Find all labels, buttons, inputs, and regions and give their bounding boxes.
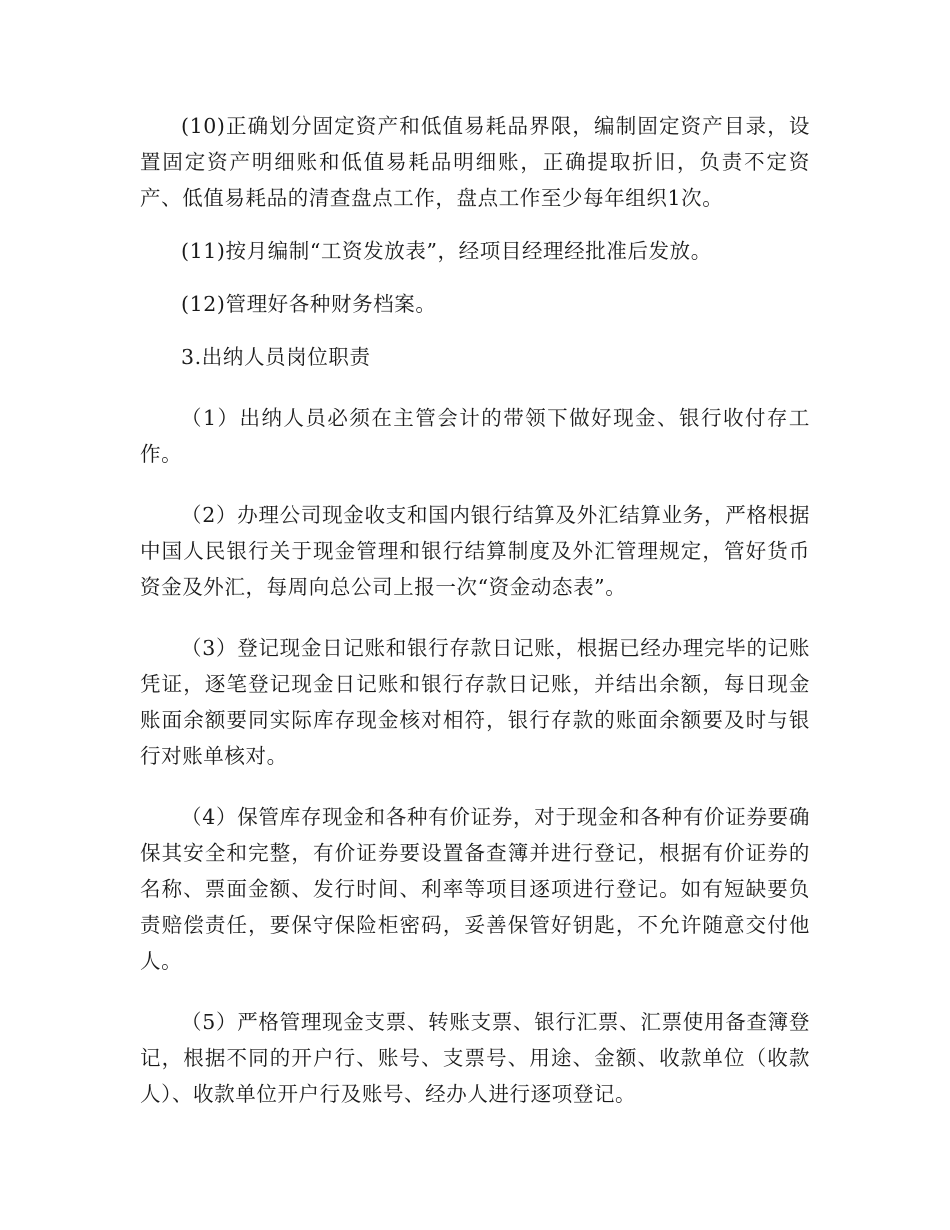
paragraph-12-archives: (12)管理好各种财务档案。 <box>181 292 437 316</box>
cashier-duty-4: （4）保管库存现金和各种有价证券，对于现金和各种有价证券要确保其安全和完整，有价证券要设置备查簿并进行登记，根据有价证券的名称、票面金额、发行时间、利率等项目逐项进行登记。如有短缺要负责赔偿责任，要保守保险柜密码，妥善保管好钥匙，不允许随意交付他人。 <box>140 805 810 973</box>
cashier-duty-2: （2）办理公司现金收支和国内银行结算及外汇结算业务，严格根据中国人民银行关于现金管理和银行结算制度及外汇管理规定，管好货币资金及外汇，每周向总公司上报一次“资金动态表”。 <box>140 503 810 599</box>
cashier-duty-3: （3）登记现金日记账和银行存款日记账，根据已经办理完毕的记账凭证，逐笔登记现金日记账和银行存款日记账，并结出余额，每日现金账面余额要同实际库存现金核对相符，银行存款的账面余额要及时与银行对账单核对。 <box>140 636 810 768</box>
paragraph-11-payroll: (11)按月编制“工资发放表”，经项目经理经批准后发放。 <box>181 239 712 263</box>
cashier-duty-5: （5）严格管理现金支票、转账支票、银行汇票、汇票使用备查簿登记，根据不同的开户行、账号、支票号、用途、金额、收款单位（收款人）、收款单位开户行及账号、经办人进行逐项登记。 <box>140 1010 810 1106</box>
paragraph-10-fixed-assets: (10)正确划分固定资产和低值易耗品界限，编制固定资产目录，设置固定资产明细账和低值易耗品明细账，正确提取折旧，负责不定资产、低值易耗品的清查盘点工作，盘点工作至少每年组织1次。 <box>140 114 810 210</box>
cashier-duty-1: （1）出纳人员必须在主管会计的带领下做好现金、银行收付存工作。 <box>140 406 810 466</box>
section-heading-cashier-duties: 3.出纳人员岗位职责 <box>181 345 371 369</box>
document-body <box>140 108 810 1112</box>
